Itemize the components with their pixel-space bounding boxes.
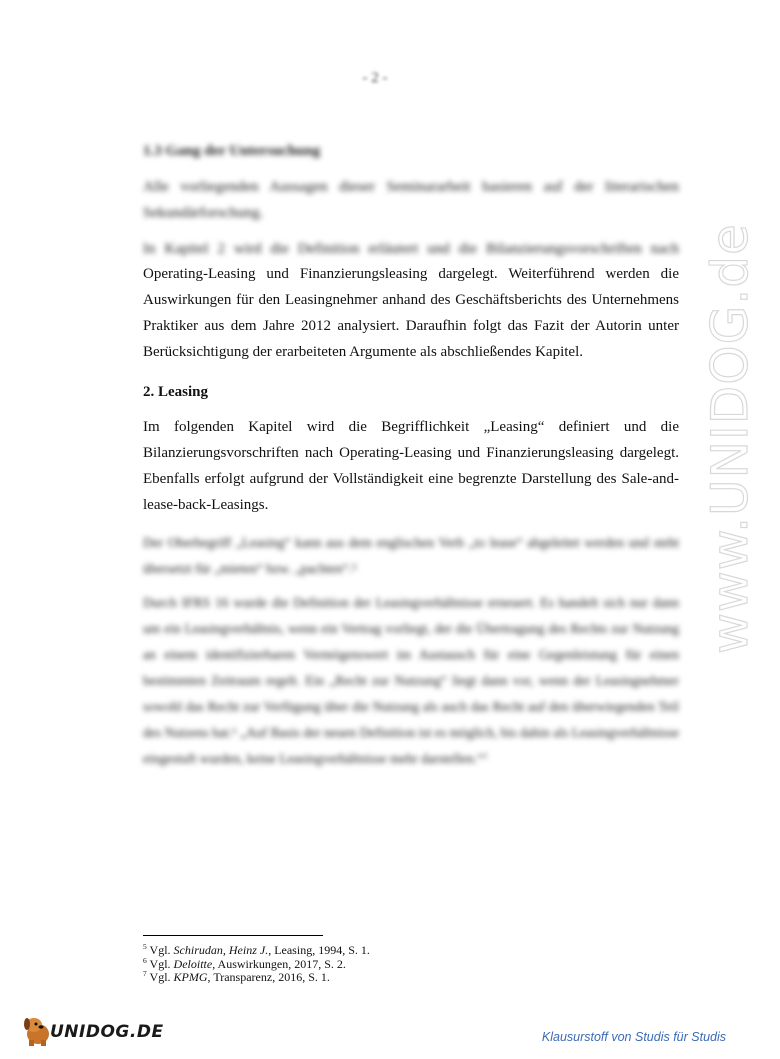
footnote-7: $^7$ Vgl. KPMG, Transparenz, 2016, S. 1. (143, 969, 330, 984)
footnotes (143, 944, 370, 985)
paragraph-2-leasing-origin: Der Oberbegriff „Leasing“ kann aus dem englischen Verb „to lease“ abgeleitet werden und steht übersetzt für „mieten“ bzw. „pachten“.⁵ (143, 535, 679, 576)
paragraph-2-intro: Im folgenden Kapitel wird die Begrifflichkeit „Leasing“ definiert und die Bilanzierungsvorschriften nach Operating-Leasing und Finanzierungsleasing dargelegt. Ebenfalls erfolgt aufgrund der Vollständigkeit eine begrenzte Darstellung des Sale-and-lease-back-Leasings. (143, 419, 679, 513)
watermark (660, 223, 780, 654)
logo-text: UNIDOG.DE (50, 1022, 164, 1042)
section-heading-1-3: 1.3 Gang der Untersuchung (143, 143, 321, 159)
footnote-divider (143, 935, 323, 936)
paragraph-2-ifrs16: Durch IFRS 16 wurde die Definition der Leasingverhältnisse erneuert. Es handelt sich nur dann um ein Leasingverhältnis, wenn ein Vertrag vorliegt, der die Übertragung des Rechts zur Nutzung an einem identifizierbaren Vermögenswert im Austausch für eine Gegenleistung für einen bestimmten Zeitraum regelt. Ein „Recht zur Nutzung“ liegt dann vor, wenn der Leasingnehmer sowohl das Recht zur Verfügung über die Nutzung als auch das Recht auf den überwiegenden Teil des Nutzens hat.⁶ „Auf Basis der neuen Definition ist es möglich, bis dahin als Leasingverhältnisse eingestuft wurden, keine Leasingverhältnisse mehr darstellen.“⁷ (143, 595, 679, 766)
footnote-5: $^5$ Vgl. Schirudan, Heinz J., Leasing, 1994, S. 1. (143, 942, 370, 957)
section-heading-2: 2. Leasing (143, 384, 209, 400)
paragraph-1-3-b-line1: In Kapitel 2 wird die Definition erläutert und die Bilanzierungsvorschriften nach (143, 241, 679, 257)
page-number: - 2 - (362, 70, 388, 86)
paragraph-1-3-b: Operating-Leasing und Finanzierungsleasing dargelegt. Weiterführend werden die Auswirkungen für den Leasingnehmer anhand des Geschäftsberichts des Unternehmens Praktiker aus dem Jahre 2012 analysiert. Daraufhin folgt das Fazit der Autorin unter Berücksichtigung der erarbeiteten Argumente als abschließendes Kapitel. (143, 266, 679, 360)
watermark-text: www.UNIDOG.de (701, 223, 759, 654)
unidog-logo[interactable] (20, 1010, 164, 1050)
tagline: Klausurstoff von Studis für Studis (541, 1030, 726, 1044)
paragraph-1-3-a: Alle vorliegenden Aussagen dieser Seminararbeit basieren auf der literarischen Sekundärforschung. (143, 179, 679, 221)
footnote-6: $^6$ Vgl. Deloitte, Auswirkungen, 2017, S. 2. (143, 955, 346, 971)
